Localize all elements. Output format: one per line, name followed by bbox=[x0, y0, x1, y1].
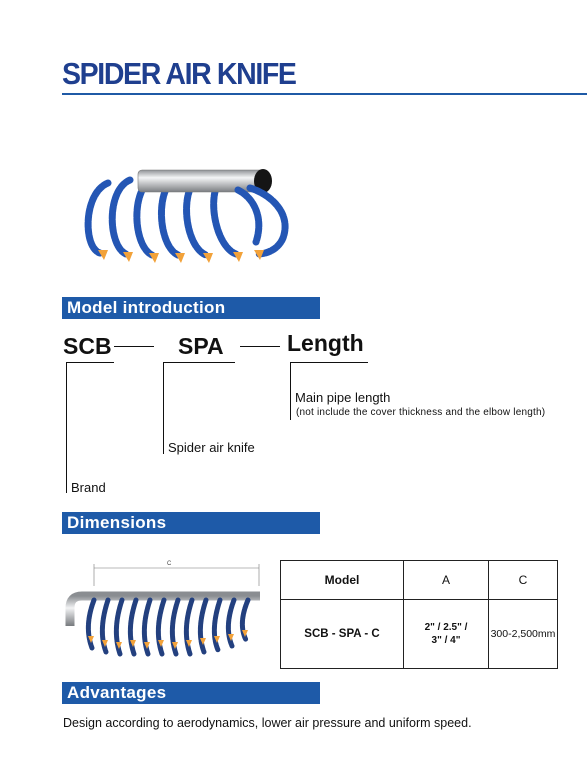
length-description: Main pipe length bbox=[295, 390, 391, 405]
cell-a-line-1: 2" / 2.5" / bbox=[424, 622, 468, 633]
model-code-length: Length bbox=[287, 330, 364, 356]
header-a: A bbox=[404, 561, 489, 600]
brand-bracket-top bbox=[66, 362, 114, 363]
dimensions-header: Dimensions bbox=[62, 512, 320, 534]
dimensions-table bbox=[280, 560, 558, 669]
spa-bracket-stem bbox=[163, 362, 164, 454]
advantages-text: Design according to aerodynamics, lower air pressure and uniform speed. bbox=[63, 716, 472, 730]
brand-description: Brand bbox=[71, 480, 106, 495]
length-bracket-top bbox=[290, 362, 368, 363]
cell-a bbox=[404, 600, 489, 669]
dim-label-a: A bbox=[66, 620, 71, 626]
table-header-row bbox=[281, 561, 558, 600]
length-bracket-stem bbox=[290, 362, 291, 420]
table-row bbox=[281, 600, 558, 669]
brand-bracket-stem bbox=[66, 362, 67, 493]
code-dash-1 bbox=[114, 346, 154, 347]
advantages-header: Advantages bbox=[62, 682, 320, 704]
spider-air-knife-photo bbox=[78, 158, 300, 268]
length-description-note: (not include the cover thickness and the elbow length) bbox=[296, 407, 546, 418]
spa-description: Spider air knife bbox=[168, 440, 255, 455]
dim-label-c: C bbox=[167, 561, 172, 567]
title-underline bbox=[62, 93, 587, 95]
model-code-brand: SCB bbox=[63, 333, 112, 359]
header-model: Model bbox=[281, 561, 404, 600]
model-code-type: SPA bbox=[178, 333, 224, 359]
code-dash-2 bbox=[240, 346, 280, 347]
spa-bracket-top bbox=[163, 362, 235, 363]
dimension-drawing bbox=[64, 556, 264, 664]
cell-model: SCB - SPA - C bbox=[281, 600, 404, 669]
cell-c: 300-2,500mm bbox=[489, 600, 558, 669]
model-introduction-header: Model introduction bbox=[62, 297, 320, 319]
header-c: C bbox=[489, 561, 558, 600]
cell-a-line-2: 3" / 4" bbox=[431, 635, 461, 646]
page-title: SPIDER AIR KNIFE bbox=[62, 56, 296, 91]
